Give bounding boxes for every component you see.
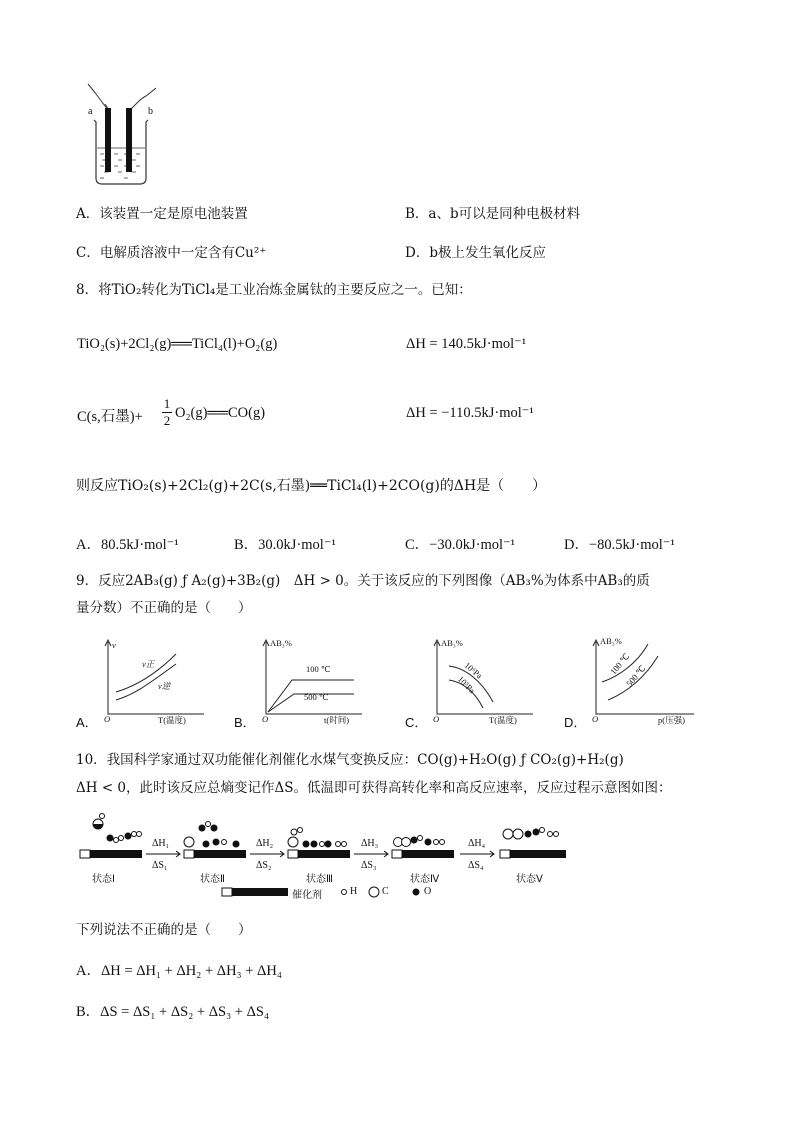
- q7-option-a: A．该装置一定是原电池装置: [76, 206, 248, 222]
- option-letter: B．: [234, 715, 256, 730]
- x-axis-label: T(温度): [489, 715, 517, 725]
- q9-graph-d: [564, 636, 704, 728]
- q8-delta-h-1: ΔH = 140.5kJ·mol⁻¹: [406, 336, 527, 352]
- q8-question: 则反应TiO₂(s)+2Cl₂(g)+2C(s,石墨)══TiCl₄(l)+2CO(g)的ΔH是（ ）: [76, 478, 547, 494]
- reaction-process-diagram: [76, 812, 576, 908]
- origin-label: O: [433, 714, 440, 724]
- q10-stem-line-2: ΔH < 0，此时该反应总熵变记作ΔS。低温即可获得高转化率和高反应速率，反应过程示意图如图：: [76, 780, 672, 796]
- arrow-2-dh: ΔH₂: [256, 838, 274, 849]
- q10-stem-line-1: 10．我国科学家通过双功能催化剂催化水煤气变换反应：CO(g)+H₂O(g) ƒ CO₂(g)+H₂(g): [76, 752, 624, 768]
- y-axis-label: AB₃%: [270, 638, 292, 648]
- legend-h-label: H: [350, 886, 358, 897]
- state-2-label: 状态Ⅱ: [200, 874, 225, 885]
- option-letter: D．: [564, 715, 587, 730]
- curve-1e6pa-label: 10⁶Pa: [462, 660, 485, 681]
- origin-label: O: [592, 714, 599, 724]
- q7-option-d: D．b极上发生氧化反应: [405, 245, 546, 261]
- curve-500c-label: 500 ℃: [304, 692, 329, 702]
- origin-label: O: [104, 714, 111, 724]
- q8-option-b: B．30.0kJ·mol⁻¹: [234, 537, 336, 553]
- q10-ask: 下列说法不正确的是（ ）: [76, 922, 252, 938]
- fraction-denominator: 2: [163, 413, 171, 428]
- arrow-1-dh: ΔH₁: [152, 838, 170, 849]
- q8-option-c: C．−30.0kJ·mol⁻¹: [405, 537, 516, 553]
- q9-graph-b: [234, 636, 364, 728]
- electrode-b-label: b: [148, 106, 153, 117]
- q8-option-d: D．−80.5kJ·mol⁻¹: [564, 537, 675, 553]
- q7-option-c: C．电解质溶液中一定含有Cu²⁺: [76, 245, 267, 261]
- curve-500c-label: 500 ℃: [624, 663, 648, 689]
- q9-graph-c: [405, 636, 535, 728]
- x-axis-label: p(压强): [658, 715, 685, 725]
- q8-eq2-left: C(s,石墨)+: [77, 409, 143, 425]
- option-letter: C．: [405, 715, 428, 730]
- curve-1e5pa-label: 10⁵Pa: [455, 674, 478, 696]
- q8-eq2-right: O₂(g)══CO(g): [175, 405, 266, 421]
- y-axis-label: AB₃%: [441, 638, 463, 648]
- legend-catalyst-label: 催化剂: [292, 890, 322, 901]
- legend-c-label: C: [382, 886, 389, 897]
- state-3-label: 状态Ⅲ: [306, 874, 333, 885]
- arrow-4-dh: ΔH₄: [468, 838, 486, 849]
- curve-100c-label: 100 ℃: [306, 664, 331, 674]
- arrow-4-ds: ΔS₄: [468, 860, 484, 871]
- option-letter: A．: [76, 715, 98, 730]
- q9-graph-a: [76, 636, 206, 728]
- legend-o-label: O: [424, 886, 432, 897]
- q8-equation-1: TiO₂(s)+2Cl₂(g)══TiCl₄(l)+O₂(g): [77, 336, 278, 352]
- y-axis-label: v: [112, 640, 116, 650]
- y-axis-label: AB₃%: [600, 636, 622, 646]
- q8-option-a: A．80.5kJ·mol⁻¹: [76, 537, 179, 553]
- arrow-1-ds: ΔS₁: [152, 860, 168, 871]
- arrow-3-dh: ΔH₃: [361, 838, 379, 849]
- state-5-label: 状态Ⅴ: [516, 874, 543, 885]
- q10-option-a: A．ΔH = ΔH₁ + ΔH₂ + ΔH₃ + ΔH₄: [76, 963, 282, 979]
- curve-100c-label: 100 ℃: [608, 651, 632, 677]
- x-axis-label: t(时间): [324, 715, 350, 725]
- q7-option-b: B．a、b可以是同种电极材料: [405, 206, 581, 222]
- arrow-3-ds: ΔS₃: [361, 860, 377, 871]
- q8-delta-h-2: ΔH = −110.5kJ·mol⁻¹: [406, 405, 534, 421]
- q10-option-b: B．ΔS = ΔS₁ + ΔS₂ + ΔS₃ + ΔS₄: [76, 1004, 270, 1020]
- electrode-a-label: a: [88, 106, 93, 117]
- arrow-2-ds: ΔS₂: [256, 860, 272, 871]
- v-forward-label: v正: [142, 659, 155, 669]
- state-1-label: 状态Ⅰ: [92, 874, 115, 885]
- q9-stem-line-1: 9．反应2AB₃(g) ƒ A₂(g)+3B₂(g) ΔH > 0。关于该反应的下列图像（AB₃%为体系中AB₃的质: [76, 573, 650, 589]
- q8-eq2-fraction: [161, 396, 173, 429]
- fraction-numerator: 1: [163, 396, 171, 411]
- q9-stem-line-2: 量分数）不正确的是（ ）: [76, 600, 252, 616]
- x-axis-label: T(温度): [158, 715, 186, 725]
- origin-label: O: [262, 714, 269, 724]
- beaker-figure: [78, 80, 178, 190]
- v-reverse-label: v逆: [158, 681, 171, 691]
- state-4-label: 状态Ⅳ: [410, 874, 440, 885]
- q8-stem: 8．将TiO₂转化为TiCl₄是工业冶炼金属钛的主要反应之一。已知：: [76, 282, 472, 298]
